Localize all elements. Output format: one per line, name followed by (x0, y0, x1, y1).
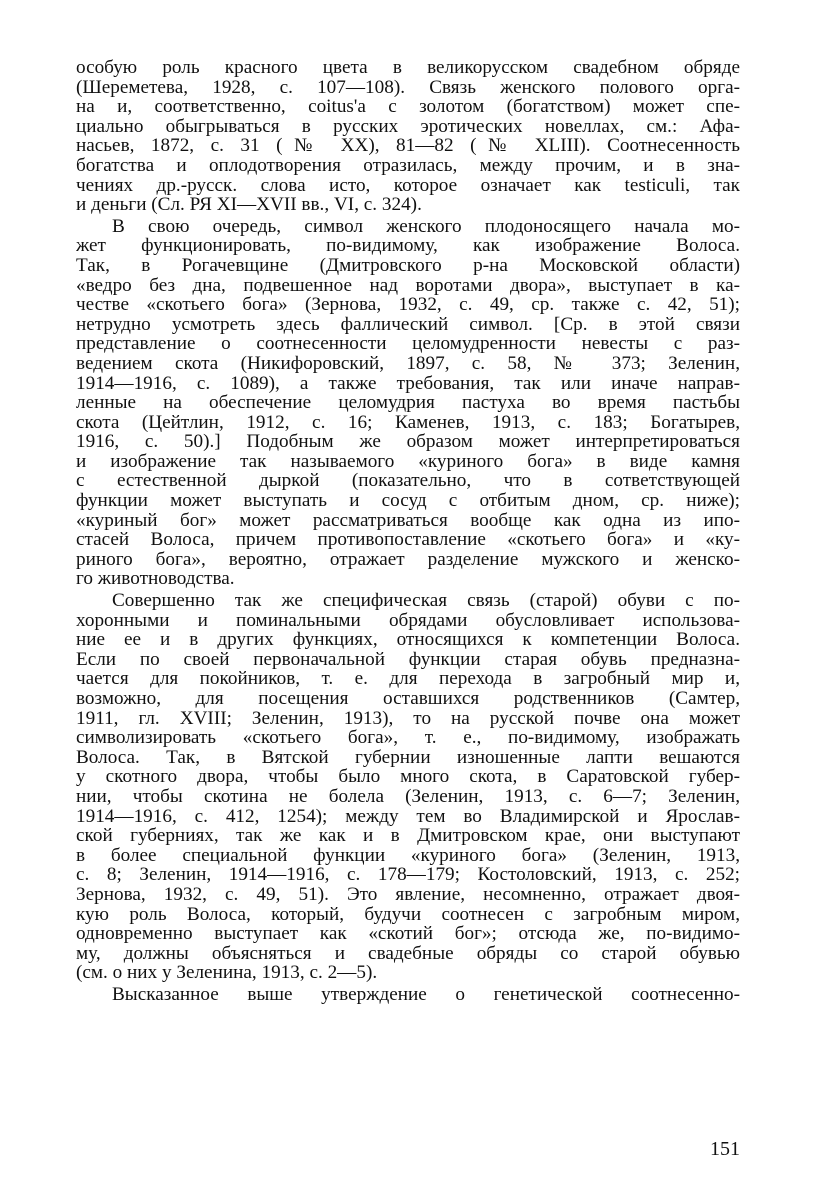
text-line: особую роль красного цвета в великорусском свадебном обряде (76, 58, 740, 78)
text-line: и деньги (Сл. РЯ XI—XVII вв., VI, с. 324). (76, 195, 422, 215)
text-line: возможно, для посещения оставшихся родственников (Самтер, (76, 689, 740, 709)
text-line: 1911, гл. XVIII; Зеленин, 1913), то на русской почве она может (76, 708, 740, 729)
text-line: циально обыгрываться в русских эротических новеллах, см.: Афа- (76, 116, 740, 137)
text-line: у скотного двора, чтобы было много скота, в Саратовской губер- (76, 767, 740, 787)
text-line: Совершенно так же специфическая связь (старой) обуви с по- (112, 591, 740, 611)
text-line: му, должны объясняться и свадебные обряды со старой обувью (76, 943, 740, 964)
text-line: хоронными и поминальными обрядами обусловливает использова- (76, 610, 740, 631)
text-line: «куриный бог» может рассматриваться вообще как одна из ипо- (76, 510, 740, 531)
text-line: чениях др.-русск. слова исто, которое означает как testiculi, так (76, 175, 740, 196)
text-line: богатства и оплодотворения отразилась, между прочим, и в зна- (76, 155, 740, 176)
text-line: ленные на обеспечение целомудрия пастуха во время пастьбы (76, 393, 740, 413)
text-line: ской губерниях, так же как и в Дмитровском крае, они выступают (76, 826, 740, 846)
text-line: риного бога», вероятно, отражает разделение мужского и женско- (76, 549, 740, 570)
paragraph (76, 217, 740, 589)
text-line: с естественной дыркой (показательно, что в сответствующей (76, 471, 740, 492)
text-line: функции может выступать и сосуд с отбитым дном, ср. ниже); (76, 491, 740, 511)
text-line: насьев, 1872, с. 31 (№ XX), 81—82 (№ XLIII). Соотнесенность (76, 136, 740, 156)
text-line: символизировать «скотьего бога», т. е., по-видимому, изображать (76, 728, 740, 748)
text-line: на и, соответственно, coitus'а с золотом (богатством) может спе- (76, 97, 740, 117)
paragraph (76, 58, 740, 215)
text-line: Зернова, 1932, с. 49, 51). Это явление, несомненно, отражает двоя- (76, 884, 740, 905)
text-line: (см. о них у Зеленина, 1913, с. 2—5). (76, 963, 378, 983)
paragraph (76, 591, 740, 983)
text-line: в более специальной функции «куриного бога» (Зеленин, 1913, (76, 845, 740, 866)
text-line: 1914—1916, с. 412, 1254); между тем во Владимирской и Ярослав- (76, 806, 740, 827)
text-line: честве «скотьего бога» (Зернова, 1932, с. 49, ср. также с. 42, 51); (76, 295, 740, 315)
paragraph (76, 985, 740, 1005)
text-line: чается для покойников, т. е. для перехода в загробный мир и, (76, 669, 740, 689)
text-line: кую роль Волоса, который, будучи соотнесен с загробным миром, (76, 904, 740, 925)
text-line: Если по своей первоначальной функции старая обувь предназна- (76, 649, 740, 670)
text-line: го животноводства. (76, 569, 235, 590)
text-line: ние ее и в других функциях, относящихся к компетенции Волоса. (76, 630, 740, 650)
text-line: нии, чтобы скотина не болела (Зеленин, 1913, с. 6—7; Зеленин, (76, 786, 740, 807)
text-line: и изображение так называемого «куриного бога» в виде камня (76, 451, 740, 472)
text-line: Так, в Рогачевщине (Дмитровского р-на Московской области) (76, 255, 740, 276)
text-line: Волоса. Так, в Вятской губернии изношенные лапти вешаются (76, 747, 740, 768)
text-line: «ведро без дна, подвешенное над воротами двора», выступает в ка- (76, 275, 740, 296)
text-line: жет функционировать, по-видимому, как изображение Волоса. (76, 236, 740, 256)
text-line: 1916, с. 50).] Подобным же образом может интерпретироваться (76, 432, 740, 452)
text-line: (Шереметева, 1928, с. 107—108). Связь женского полового орга- (76, 77, 740, 98)
text-line: стасей Волоса, причем противопоставление «скотьего бога» и «ку- (76, 530, 740, 550)
text-line: скота (Цейтлин, 1912, с. 16; Каменев, 1913, с. 183; Богатырев, (76, 412, 740, 433)
body-text (76, 58, 740, 1005)
text-line: представление о соотнесенности целомудренности невесты с раз- (76, 334, 740, 354)
text-line: нетрудно усмотреть здесь фаллический символ. [Ср. в этой связи (76, 314, 740, 335)
text-line: В свою очередь, символ женского плодоносящего начала мо- (112, 216, 740, 237)
text-line: 1914—1916, с. 1089), а также требования, так или иначе направ- (76, 373, 740, 394)
text-line: с. 8; Зеленин, 1914—1916, с. 178—179; Костоловский, 1913, с. 252; (76, 865, 740, 885)
text-line: Высказанное выше утверждение о генетической соотнесенно- (112, 984, 740, 1005)
text-line: одновременно выступает как «скотий бог»; отсюда же, по-видимо- (76, 924, 740, 944)
text-line: ведением скота (Никифоровский, 1897, с. 58, № 373; Зеленин, (76, 353, 740, 374)
page-number: 151 (710, 1138, 740, 1160)
